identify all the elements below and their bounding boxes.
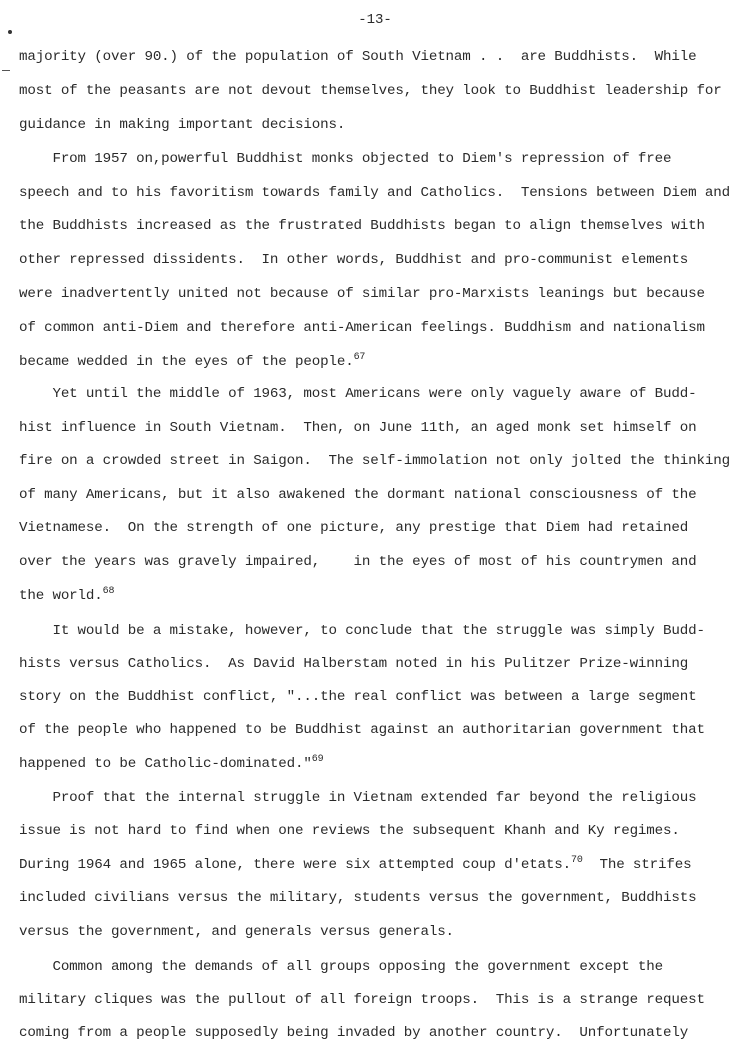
text-line: over the years was gravely impaired, in the eyes of most of his countrymen and [19, 554, 697, 570]
text-line: Proof that the internal struggle in Vietnam extended far beyond the religious [19, 790, 697, 806]
text-line [19, 856, 691, 874]
text-segment: During 1964 and 1965 alone, there were six attempted coup d'etats. [19, 857, 572, 873]
text-line: other repressed dissidents. In other words, Buddhist and pro-communist elements [19, 252, 689, 268]
text-line [19, 755, 323, 773]
text-line: majority (over 90.) of the population of South Vietnam . . are Buddhists. While [19, 49, 697, 65]
text-segment: the world. [19, 588, 103, 604]
text-line [19, 587, 114, 605]
text-line: military cliques was the pullout of all foreign troops. This is a strange request [19, 992, 705, 1008]
footnote-marker: 70 [571, 855, 583, 866]
text-line: of many Americans, but it also awakened the dormant national consciousness of the [19, 487, 697, 503]
text-line: fire on a crowded street in Saigon. The self-immolation not only jolted the thinking [19, 453, 730, 469]
text-segment: became wedded in the eyes of the people. [19, 354, 354, 370]
text-line: Yet until the middle of 1963, most Americans were only vaguely aware of Budd- [19, 386, 697, 402]
text-line: most of the peasants are not devout themselves, they look to Buddhist leadership for [19, 83, 722, 99]
text-line: were inadvertently united not because of similar pro-Marxists leanings but because [19, 286, 705, 302]
text-line: Common among the demands of all groups opposing the government except the [19, 959, 664, 975]
text-line [19, 353, 365, 371]
footnote-marker: 68 [102, 586, 115, 597]
text-line: It would be a mistake, however, to conclude that the struggle was simply Budd- [19, 623, 705, 639]
text-line: hists versus Catholics. As David Halberstam noted in his Pulitzer Prize-winning [19, 656, 689, 672]
margin-mark [2, 70, 10, 71]
text-line: From 1957 on,powerful Buddhist monks objected to Diem's repression of free [19, 151, 672, 167]
text-line: story on the Buddhist conflict, "...the real conflict was between a large segment [19, 689, 697, 705]
page-number: -13- [358, 12, 392, 28]
text-line: the Buddhists increased as the frustrated Buddhists began to align themselves with [19, 218, 705, 234]
text-line: coming from a people supposedly being invaded by another country. Unfortunately [19, 1025, 689, 1041]
text-line: Vietnamese. On the strength of one picture, any prestige that Diem had retained [19, 520, 689, 536]
footnote-marker: 69 [311, 754, 324, 765]
text-line: of common anti-Diem and therefore anti-American feelings. Buddhism and nationalism [19, 320, 705, 336]
margin-dot [8, 30, 12, 34]
text-segment: happened to be Catholic-dominated." [19, 756, 312, 772]
text-line: versus the government, and generals versus generals. [19, 924, 454, 940]
text-line: included civilians versus the military, students versus the government, Buddhists [19, 890, 697, 906]
text-line: of the people who happened to be Buddhist against an authoritarian government that [19, 722, 705, 738]
footnote-marker: 67 [353, 352, 366, 363]
text-line: issue is not hard to find when one reviews the subsequent Khanh and Ky regimes. [19, 823, 680, 839]
text-line: hist influence in South Vietnam. Then, on June 11th, an aged monk set himself on [19, 420, 697, 436]
text-line: guidance in making important decisions. [19, 117, 346, 133]
text-segment: The strifes [582, 857, 692, 873]
text-line: speech and to his favoritism towards family and Catholics. Tensions between Diem and [19, 185, 730, 201]
